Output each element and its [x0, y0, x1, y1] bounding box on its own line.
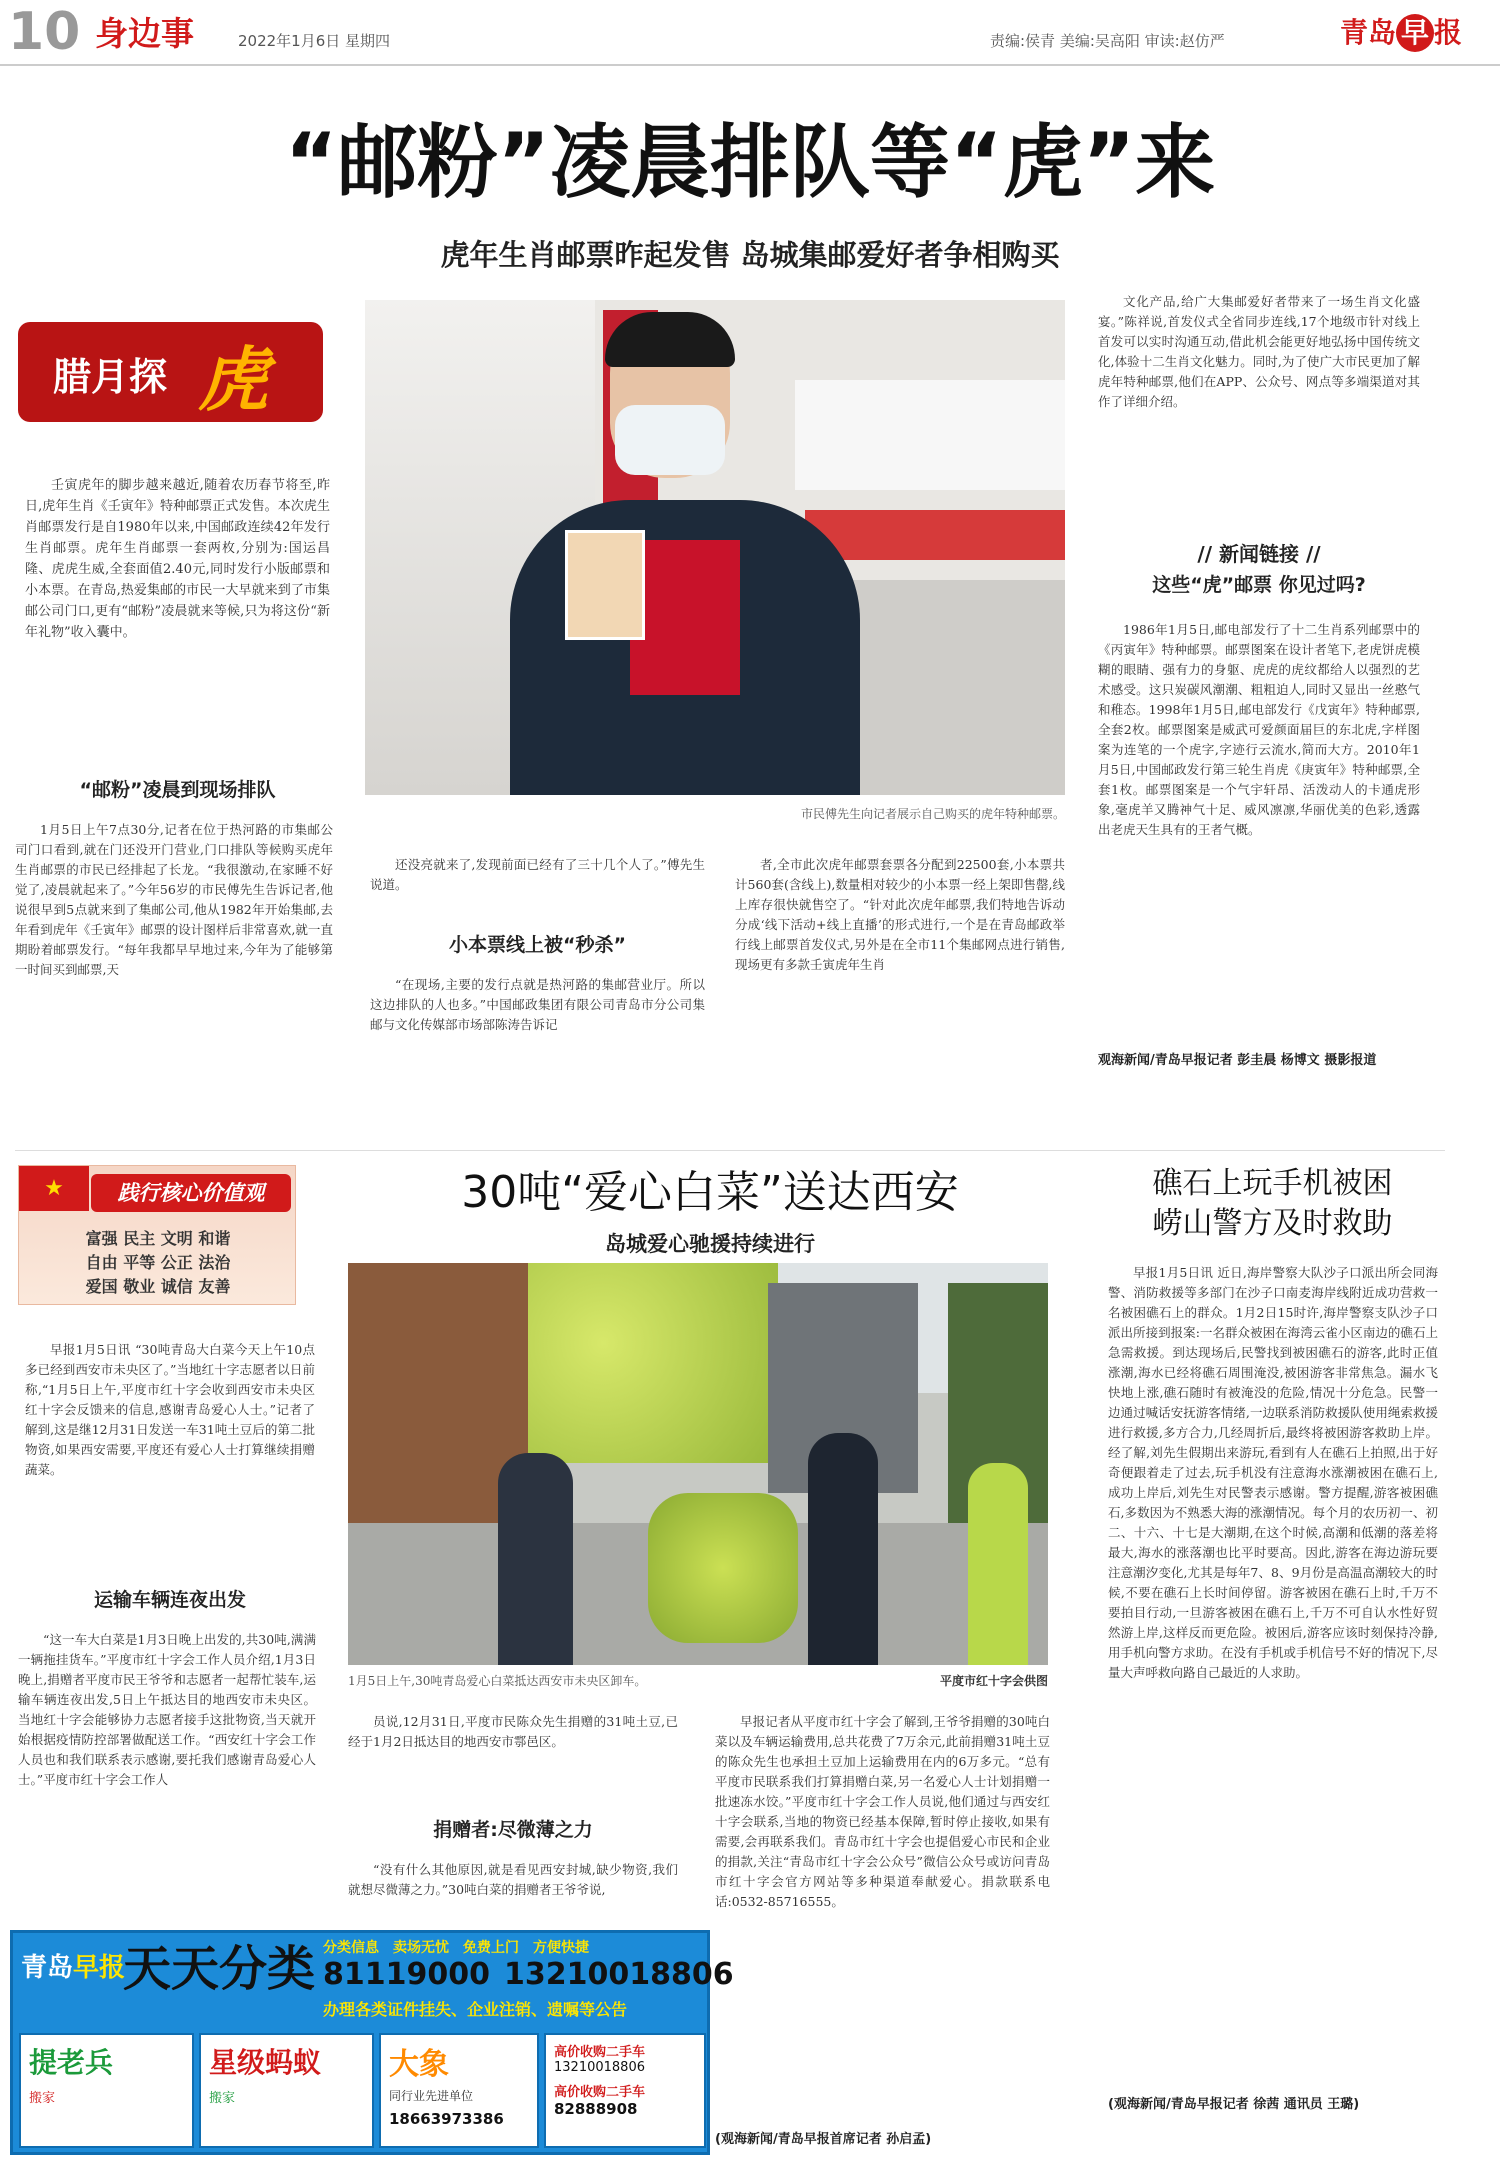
cabbage-section2-title: 捐赠者:尽微薄之力: [433, 1819, 593, 1841]
ad-small-2-title: 星级蚂蚁: [209, 2046, 322, 2079]
photo-stamp-folder: [630, 540, 740, 695]
cabbage-col1: [18, 1630, 316, 1920]
values-line-3: 爱国 敬业 诚信 友善: [85, 1277, 231, 1296]
ad-brand-a: 青岛: [21, 1953, 74, 1983]
stamp-photo-caption: 市民傅先生向记者展示自己购买的虎年特种邮票。: [800, 807, 1065, 821]
main-col2b-text: “在现场,主要的发行点就是热河路的集邮营业厅。所以这边排队的人也多。”中国邮政集团有限公司青岛市分公司集邮与文化传媒部市场部陈涛告诉记: [370, 977, 705, 1032]
main-lead-text: 壬寅虎年的脚步越来越近,随着农历春节将至,昨日,虎年生肖《壬寅年》特种邮票正式发售。本次虎生肖邮票发行是自1980年以来,中国邮政连续42年发行生肖邮票。虎年生肖邮票一套两枚,分别为:国运昌隆、虎虎生威,全套面值2.40元,同时发行小版邮票和小本票。在青岛,热爱集邮的市民一大早就来到了市集邮公司门口,更有“邮粉”凌晨就来等候,只为将这份“新年礼物”收入囊中。: [25, 478, 330, 640]
values-banner: [18, 1165, 296, 1305]
ad-small-3-sub: 同行业先进单位: [389, 2089, 474, 2103]
paper-logo-b: 早: [1396, 14, 1434, 52]
ad-small-4-line2: 高价收购二手车: [554, 2085, 646, 2100]
news-link-title: 这些“虎”邮票 你见过吗?: [1152, 574, 1366, 596]
ad-small-4-phone2: 82888908: [554, 2100, 638, 2118]
column-logo: [18, 322, 323, 422]
ad-brand-b: 早报: [73, 1953, 126, 1983]
news-link-body-text: 1986年1月5日,邮电部发行了十二生肖系列邮票中的《丙寅年》特种邮票。邮票图案在设计者笔下,老虎饼虎模糊的眼睛、强有力的身躯、虎虎的虎纹都给人以强烈的艺术感受。这只炭碳风潮潮、粗粗迫人,同时又显出一丝憨气和稚态。1998年1月5日,邮电部发行《戊寅年》特种邮票,全套2枚。邮票图案是威武可爱颜面届巨的东北虎,字样图案为连笔的一个虎字,字迹行云流水,简而大方。2010年1月5日,中国邮政发行第三轮生肖虎《庚寅年》特种邮票,全套1枚。邮票图案是一个气宇轩昂、活泼动人的卡通虎形象,毫虎羊又腾神气十足、威风凛凛,华丽优美的色彩,透露出老虎天生具有的王者气概。: [1098, 622, 1420, 837]
issue-date: 2022年1月6日 星期四: [238, 32, 391, 50]
rescue-headline-line2: 崂山警方及时救助: [1152, 1206, 1393, 1241]
photo-cabbage-pile: [528, 1263, 778, 1463]
classified-ad: [10, 1930, 734, 2155]
ad-phones: [323, 1957, 734, 1992]
paper-logo-c: 报: [1434, 16, 1463, 49]
news-link-tag-text: 新闻链接: [1219, 542, 1299, 566]
cabbage-photo-credit: 平度市红十字会供图: [939, 1674, 1048, 1688]
main-lead: [25, 475, 330, 755]
stamp-photo: [365, 300, 1065, 795]
ad-brand: [21, 1947, 125, 1984]
ad-small-1-title: 提老兵: [29, 2046, 114, 2079]
ad-phone-1: 81119000: [323, 1957, 490, 1992]
cabbage-photo-caption: [348, 1672, 1048, 1689]
ad-tag-3: 免费上门: [463, 1940, 519, 1956]
cabbage-headline: 30吨“爱心白菜”送达西安: [461, 1167, 959, 1218]
cabbage-col3: [715, 1712, 1050, 2127]
ad-small-box-2: [199, 2033, 374, 2148]
ad-small-box-3: [379, 2033, 539, 2148]
section-name: 身边事: [95, 14, 194, 53]
main-col3: [735, 855, 1065, 1135]
section-divider: [15, 1150, 1445, 1151]
ad-small-box-1: [19, 2033, 194, 2148]
cabbage-section1-title: 运输车辆连夜出发: [93, 1589, 246, 1611]
page-header: [0, 0, 1500, 66]
main-section1-title: “邮粉”凌晨到现场排队: [79, 779, 276, 801]
photo-mask: [615, 405, 725, 475]
main-col4-text: 文化产品,给广大集邮爱好者带来了一场生肖文化盛宴。”陈祥说,首发仪式全省同步连线,17个地级市针对线上首发可以实时沟通互动,借此机会能更好地弘扬中国传统文化,体验十二生肖文化魅力。同时,为了使广大市民更加了解虎年特种邮票,他们在APP、公众号、网点等多端渠道对其作了详细介绍。: [1098, 294, 1420, 409]
photo-back-wall: [795, 380, 1065, 490]
photo-worker-1: [498, 1453, 573, 1665]
photo-counter: [805, 510, 1065, 560]
main-col2: [370, 855, 705, 920]
photo-stamp-sheet: [565, 530, 645, 640]
ad-slogan: 办理各类证件挂失、企业注销、遗嘱等公告: [323, 2000, 628, 2019]
ad-small-3-phone: 18663973386: [389, 2110, 504, 2128]
news-link-tag: // 新闻链接 //: [1197, 542, 1321, 566]
page-number: 10: [8, 2, 81, 62]
main-col3-text: 者,全市此次虎年邮票套票各分配到22500套,小本票共计560套(含线上),数量相对较少的小本票一经上架即售罄,线上库存很快就售空了。“针对此次虎年邮票,我们特地告诉动分成‘线下活动+线上直播’的形式进行,一个是在青岛邮政举行线上邮票首发仪式,另外是在全市11个集邮网点进行销售,现场更有多款壬寅虎年生肖: [735, 857, 1065, 972]
ad-small-2-tag: 搬家: [209, 2091, 236, 2106]
main-col1: [15, 820, 333, 1140]
photo-worker-2: [808, 1433, 878, 1665]
ad-small-box-4: [544, 2033, 706, 2148]
ad-tag-2: 卖场无忧: [393, 1940, 449, 1956]
cabbage-byline: (观海新闻/青岛早报首席记者 孙启孟): [715, 2132, 932, 2147]
main-col4: [1098, 292, 1420, 517]
ad-phone-2: 13210018806: [504, 1957, 734, 1992]
cabbage-col2-text: 员说,12月31日,平度市民陈众先生捐赠的31吨土豆,已经于1月2日抵达目的地西安市鄠邑区。: [348, 1714, 678, 1749]
ad-tag-1: 分类信息: [323, 1940, 379, 1956]
values-line-1: 富强 民主 文明 和谐: [85, 1229, 231, 1248]
flag-icon: ★: [19, 1166, 89, 1211]
photo-cabbage-bags: [648, 1493, 798, 1643]
cabbage-col3-text: 早报记者从平度市红十字会了解到,王爷爷捐赠的30吨白菜以及车辆运输费用,总共花费了7万余元,此前捐赠31吨土豆的陈众先生也承担土豆加上运输费用在内的6万多元。“总有平度市民联系我们打算捐赠白菜,另一名爱心人士计划捐赠一批速冻水饺。”平度市红十字会工作人员说,他们通过与西安红十字会联系,当地的物资已经基本保障,暂时停止接收,如果有需要,会再联系我们。青岛市红十字会也提倡爱心市民和企业的捐款,关注“青岛市红十字会公众号”微信公众号或访问青岛市红十字会官方网站等多种渠道奉献爱心。捐款联系电话:0532-85716555。: [715, 1714, 1050, 1909]
rescue-byline: (观海新闻/青岛早报记者 徐茜 通讯员 王璐): [1108, 2097, 1360, 2112]
values-line-2: 自由 平等 公正 法治: [85, 1253, 231, 1272]
column-logo-text: 腊月探: [53, 355, 168, 399]
ad-small-4-phone1: 13210018806: [554, 2060, 645, 2075]
ad-tags: [323, 1937, 708, 1957]
ad-small-4-line1: 高价收购二手车: [554, 2045, 646, 2060]
ad-small-1-tag: 搬家: [29, 2091, 56, 2106]
main-col2-text: 还没亮就来了,发现前面已经有了三十几个人了。”傅先生说道。: [370, 857, 705, 892]
paper-logo: [1340, 14, 1462, 52]
column-logo-tiger-char: 虎: [198, 339, 268, 421]
photo-worker-3: [968, 1463, 1028, 1665]
cabbage-photo-caption-text: 1月5日上午,30吨青岛爱心白菜抵达西安市未央区卸车。: [348, 1674, 647, 1688]
ad-tag-4: 方便快捷: [533, 1940, 589, 1956]
cabbage-lead-text: 早报1月5日讯 “30吨青岛大白菜今天上午10点多已经到西安市未央区了。”当地红十字志愿者以日前称,“1月5日上午,平度市红十字会收到西安市未央区红十字会反馈来的信息,感谢青岛爱心人士。”记者了解到,这是继12月31日发送一车31吨土豆后的第二批物资,如果西安需要,平度还有爱心人士打算继续捐赠蔬菜。: [25, 1342, 315, 1477]
editor-credits: 责编:侯青 美编:吴高阳 审读:赵仿严: [990, 32, 1225, 50]
cabbage-photo: [348, 1263, 1048, 1665]
cabbage-col1-text: “这一车大白菜是1月3日晚上出发的,共30吨,满满一辆拖挂货车。”平度市红十字会工作人员介绍,1月3日晚上,捐赠者平度市民王爷爷和志愿者一起帮忙装车,运输车辆连夜出发,5日上午抵达目的地西安市未央区。当地红十字会能够协力志愿者接手这批物资,当天就开始根据疫情防控部署做配送工作。“西安红十字会工作人员也和我们联系表示感谢,要托我们感谢青岛爱心人士。”平度市红十字会工作人: [18, 1632, 316, 1787]
main-col1-text: 1月5日上午7点30分,记者在位于热河路的市集邮公司门口看到,就在门还没开门营业,门口排队等候购买虎年生肖邮票的市民已经排起了长龙。“我很激动,在家睡不好觉了,凌晨就起来了。”今年56岁的市民傅先生告诉记者,他说很早到5点就来到了集邮公司,他从1982年开始集邮,去年看到虎年《壬寅年》邮票的设计图样后非常喜欢,就一直期盼着邮票发行。“每年我都早早地过来,今年为了能够第一时间买到邮票,天: [15, 822, 333, 977]
news-link-body: [1098, 620, 1420, 1045]
photo-person-hair: [605, 312, 735, 367]
cabbage-col2b: [348, 1860, 678, 1920]
values-banner-title: 践行核心价值观: [91, 1174, 291, 1212]
main-subheadline: 虎年生肖邮票昨起发售 岛城集邮爱好者争相购买: [440, 238, 1060, 272]
main-headline: “邮粉”凌晨排队等“虎”来: [284, 116, 1216, 209]
paper-logo-a: 青岛: [1340, 16, 1397, 49]
ad-small-3-title: 大象: [389, 2047, 449, 2082]
cabbage-col2: [348, 1712, 678, 1802]
rescue-body-text: 早报1月5日讯 近日,海岸警察大队沙子口派出所会同海警、消防救援等多部门在沙子口南麦海岸线附近成功营救一名被困礁石上的群众。1月2日15时许,海岸警察支队沙子口派出所接到报案:一名群众被困在海湾云雀小区南边的礁石上急需救援。到达现场后,民警找到被困礁石的游客,此时正值涨潮,海水已经将礁石周围淹没,被困游客非常焦急。漏水飞快地上涨,礁石随时有被淹没的危险,情况十分危急。民警一边通过喊话安抚游客情绪,一边联系消防救援队使用绳索救援进行救援,多方合力,几经周折后,最终将被困游客救助上岸。经了解,刘先生假期出来游玩,看到有人在礁石上拍照,出于好奇便跟着走了过去,玩手机没有注意海水涨潮被困在礁石上,成功上岸后,刘先生对民警表示感谢。警方提醒,游客被困礁石,多数因为不熟悉大海的涨潮情况。每个月的农历初一、初二、十六、十七是大潮期,在这个时候,高潮和低潮的落差将最大,海水的涨落潮也比平时要高。因此,游客在海边游玩要注意潮汐变化,尤其是每年7、8、9月份是高温高潮较大的时候,不要在礁石上长时间停留。游客被困在礁石上时,千万不要拍目行动,一旦游客被困在礁石上,千万不可自认水性好贸然游上岸,这样反而更危险。被困后,游客应该时刻保持冷静,用手机向警方求助。在没有手机或手机信号不好的情况下,尽量大声呼救向路自己最近的人求助。: [1108, 1265, 1438, 1680]
ad-title: 天天分类: [123, 1941, 316, 1997]
main-byline: 观海新闻/青岛早报记者 彭圭晨 杨博文 摄影报道: [1098, 1053, 1377, 1068]
main-col2b: [370, 975, 705, 1140]
cabbage-col2b-text: “没有什么其他原因,就是看见西安封城,缺少物资,我们就想尽微薄之力。”30吨白菜的捐赠者王爷爷说,: [348, 1862, 678, 1897]
main-section2-title: 小本票线上被“秒杀”: [449, 934, 626, 956]
rescue-body: [1108, 1263, 1438, 2088]
cabbage-subheadline: 岛城爱心驰援持续进行: [605, 1232, 815, 1256]
cabbage-lead: [25, 1340, 315, 1560]
rescue-headline-line1: 礁石上玩手机被困: [1152, 1166, 1393, 1201]
